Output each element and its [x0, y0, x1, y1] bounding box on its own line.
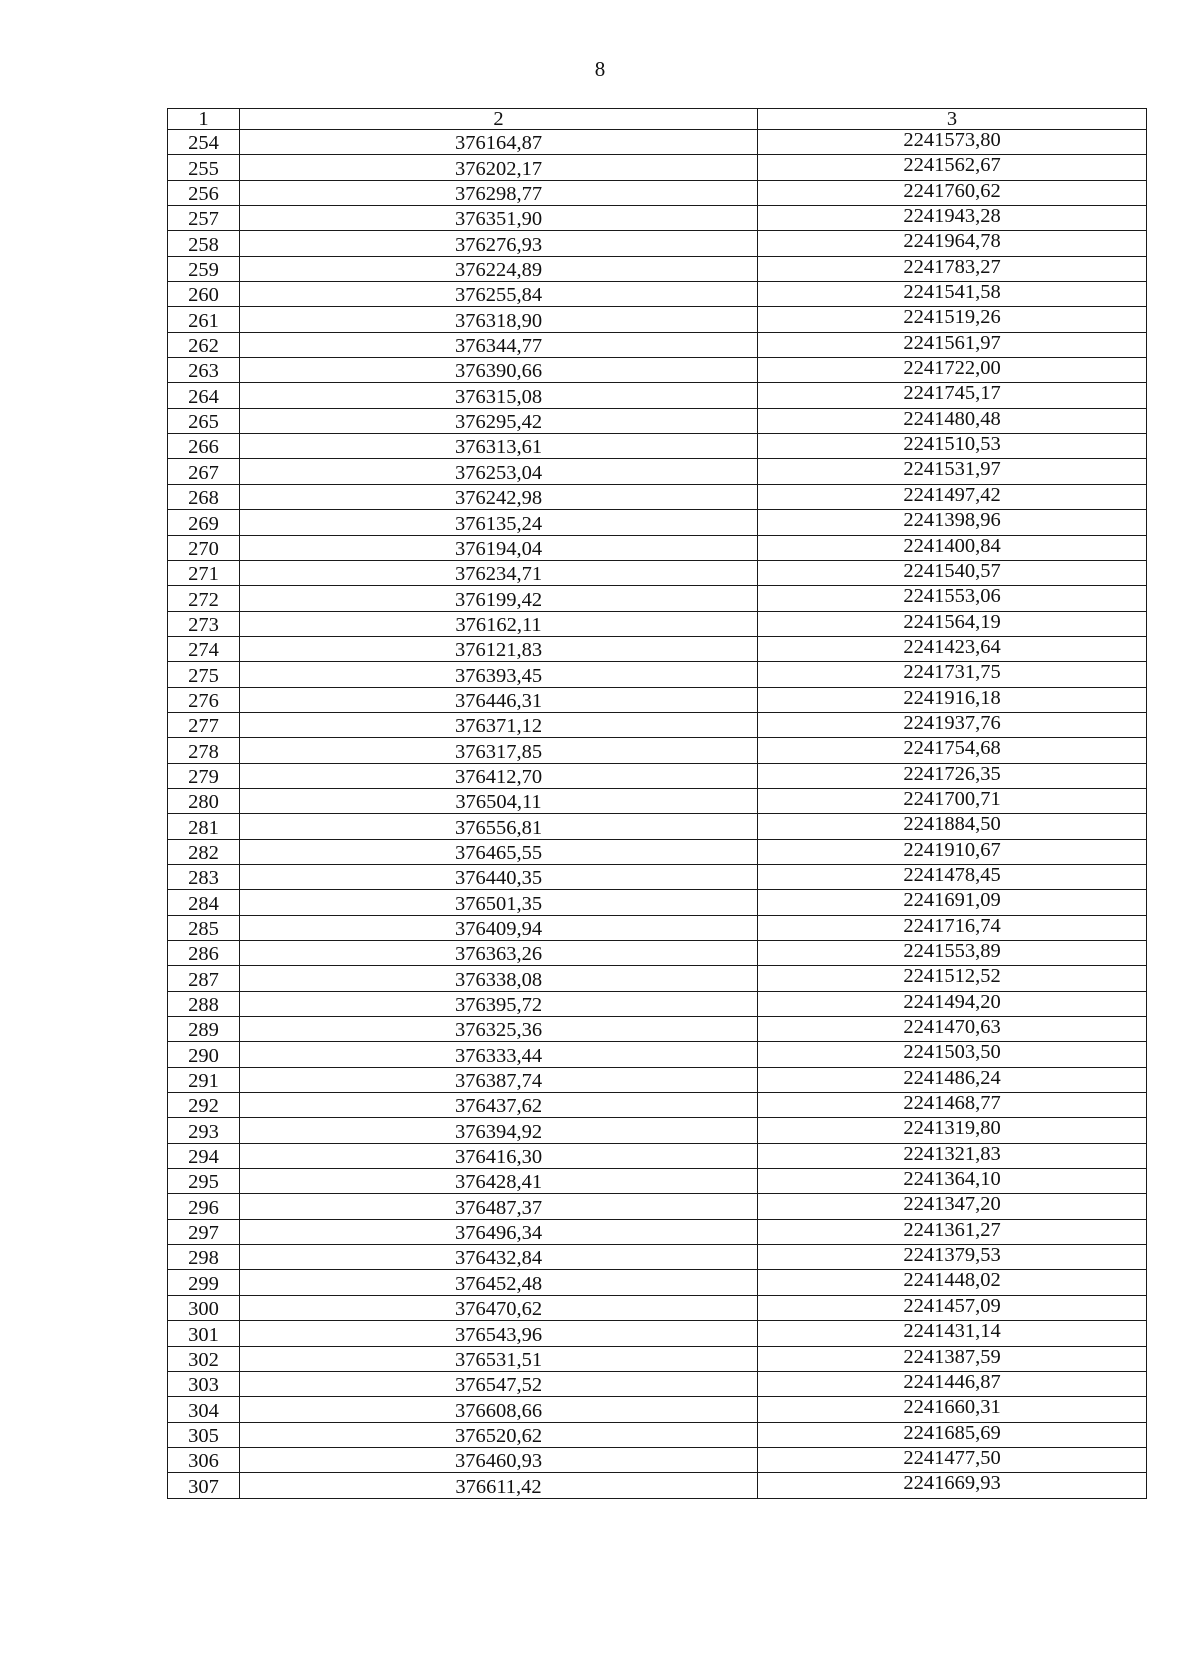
point-number-cell: 278	[168, 738, 240, 763]
point-number-cell: 260	[168, 282, 240, 307]
table-row	[168, 1017, 1147, 1042]
point-number-cell: 292	[168, 1093, 240, 1118]
point-number-cell: 267	[168, 459, 240, 484]
y-coordinate-cell: 2241321,83	[758, 1143, 1147, 1168]
x-coordinate-cell: 376242,98	[240, 484, 758, 509]
y-coordinate-cell: 2241387,59	[758, 1346, 1147, 1371]
table-row	[168, 1093, 1147, 1118]
table-row	[168, 738, 1147, 763]
page-number: 8	[594, 57, 606, 81]
point-number-cell: 259	[168, 256, 240, 281]
point-number-cell: 269	[168, 510, 240, 535]
y-coordinate-cell: 2241470,63	[758, 1017, 1147, 1042]
table-row	[168, 282, 1147, 307]
point-number-cell: 293	[168, 1118, 240, 1143]
table-row	[168, 256, 1147, 281]
point-number-cell: 305	[168, 1422, 240, 1447]
point-number-cell: 277	[168, 712, 240, 737]
point-number-cell: 289	[168, 1017, 240, 1042]
x-coordinate-cell: 376363,26	[240, 941, 758, 966]
point-number-cell: 255	[168, 155, 240, 180]
table-row	[168, 1245, 1147, 1270]
point-number-cell: 298	[168, 1245, 240, 1270]
point-number-cell: 299	[168, 1270, 240, 1295]
table-row	[168, 383, 1147, 408]
x-coordinate-cell: 376164,87	[240, 130, 758, 155]
point-number-cell: 285	[168, 915, 240, 940]
point-number-cell: 276	[168, 687, 240, 712]
point-number-cell: 287	[168, 966, 240, 991]
x-coordinate-cell: 376460,93	[240, 1447, 758, 1472]
table-row	[168, 1219, 1147, 1244]
point-number-cell: 284	[168, 890, 240, 915]
y-coordinate-cell: 2241510,53	[758, 434, 1147, 459]
y-coordinate-cell: 2241347,20	[758, 1194, 1147, 1219]
y-coordinate-cell: 2241716,74	[758, 915, 1147, 940]
x-coordinate-cell: 376556,81	[240, 814, 758, 839]
y-coordinate-cell: 2241685,69	[758, 1422, 1147, 1447]
point-number-cell: 303	[168, 1371, 240, 1396]
column-header-1: 1	[168, 109, 240, 130]
table-row	[168, 332, 1147, 357]
y-coordinate-cell: 2241398,96	[758, 510, 1147, 535]
x-coordinate-cell: 376295,42	[240, 408, 758, 433]
x-coordinate-cell: 376224,89	[240, 256, 758, 281]
y-coordinate-cell: 2241457,09	[758, 1295, 1147, 1320]
x-coordinate-cell: 376315,08	[240, 383, 758, 408]
point-number-cell: 279	[168, 763, 240, 788]
point-number-cell: 283	[168, 864, 240, 889]
y-coordinate-cell: 2241446,87	[758, 1371, 1147, 1396]
table-row	[168, 941, 1147, 966]
x-coordinate-cell: 376255,84	[240, 282, 758, 307]
x-coordinate-cell: 376162,11	[240, 611, 758, 636]
point-number-cell: 264	[168, 383, 240, 408]
x-coordinate-cell: 376344,77	[240, 332, 758, 357]
y-coordinate-cell: 2241319,80	[758, 1118, 1147, 1143]
y-coordinate-cell: 2241561,97	[758, 332, 1147, 357]
y-coordinate-cell: 2241478,45	[758, 864, 1147, 889]
y-coordinate-cell: 2241884,50	[758, 814, 1147, 839]
x-coordinate-cell: 376390,66	[240, 358, 758, 383]
x-coordinate-cell: 376446,31	[240, 687, 758, 712]
table-row	[168, 864, 1147, 889]
y-coordinate-cell: 2241964,78	[758, 231, 1147, 256]
y-coordinate-cell: 2241562,67	[758, 155, 1147, 180]
point-number-cell: 263	[168, 358, 240, 383]
table-row	[168, 1422, 1147, 1447]
y-coordinate-cell: 2241540,57	[758, 560, 1147, 585]
table-row	[168, 966, 1147, 991]
table-row	[168, 231, 1147, 256]
x-coordinate-cell: 376325,36	[240, 1017, 758, 1042]
table-row	[168, 1042, 1147, 1067]
x-coordinate-cell: 376313,61	[240, 434, 758, 459]
x-coordinate-cell: 376543,96	[240, 1321, 758, 1346]
table-row	[168, 155, 1147, 180]
x-coordinate-cell: 376394,92	[240, 1118, 758, 1143]
y-coordinate-cell: 2241691,09	[758, 890, 1147, 915]
y-coordinate-cell: 2241541,58	[758, 282, 1147, 307]
table-row	[168, 662, 1147, 687]
table-row	[168, 1067, 1147, 1092]
x-coordinate-cell: 376428,41	[240, 1169, 758, 1194]
x-coordinate-cell: 376395,72	[240, 991, 758, 1016]
point-number-cell: 272	[168, 586, 240, 611]
point-number-cell: 288	[168, 991, 240, 1016]
x-coordinate-cell: 376504,11	[240, 788, 758, 813]
table-row	[168, 560, 1147, 585]
point-number-cell: 274	[168, 636, 240, 661]
y-coordinate-cell: 2241937,76	[758, 712, 1147, 737]
y-coordinate-cell: 2241660,31	[758, 1397, 1147, 1422]
y-coordinate-cell: 2241783,27	[758, 256, 1147, 281]
table-row	[168, 915, 1147, 940]
table-row	[168, 1371, 1147, 1396]
y-coordinate-cell: 2241916,18	[758, 687, 1147, 712]
y-coordinate-cell: 2241531,97	[758, 459, 1147, 484]
y-coordinate-cell: 2241486,24	[758, 1067, 1147, 1092]
table-row	[168, 180, 1147, 205]
y-coordinate-cell: 2241400,84	[758, 535, 1147, 560]
point-number-cell: 307	[168, 1473, 240, 1498]
table-row	[168, 839, 1147, 864]
column-header-3: 3	[758, 109, 1147, 130]
point-number-cell: 257	[168, 206, 240, 231]
point-number-cell: 280	[168, 788, 240, 813]
x-coordinate-cell: 376371,12	[240, 712, 758, 737]
point-number-cell: 254	[168, 130, 240, 155]
point-number-cell: 281	[168, 814, 240, 839]
point-number-cell: 294	[168, 1143, 240, 1168]
x-coordinate-cell: 376440,35	[240, 864, 758, 889]
y-coordinate-cell: 2241722,00	[758, 358, 1147, 383]
x-coordinate-cell: 376496,34	[240, 1219, 758, 1244]
table-row	[168, 586, 1147, 611]
x-coordinate-cell: 376409,94	[240, 915, 758, 940]
table-row	[168, 535, 1147, 560]
y-coordinate-cell: 2241726,35	[758, 763, 1147, 788]
x-coordinate-cell: 376276,93	[240, 231, 758, 256]
point-number-cell: 296	[168, 1194, 240, 1219]
table-row	[168, 1118, 1147, 1143]
table-row	[168, 510, 1147, 535]
table-row	[168, 484, 1147, 509]
y-coordinate-cell: 2241669,93	[758, 1473, 1147, 1498]
x-coordinate-cell: 376333,44	[240, 1042, 758, 1067]
x-coordinate-cell: 376338,08	[240, 966, 758, 991]
table-row	[168, 459, 1147, 484]
x-coordinate-cell: 376393,45	[240, 662, 758, 687]
x-coordinate-cell: 376520,62	[240, 1422, 758, 1447]
table-row	[168, 434, 1147, 459]
table-row	[168, 890, 1147, 915]
y-coordinate-cell: 2241519,26	[758, 307, 1147, 332]
x-coordinate-cell: 376470,62	[240, 1295, 758, 1320]
point-number-cell: 304	[168, 1397, 240, 1422]
point-number-cell: 295	[168, 1169, 240, 1194]
x-coordinate-cell: 376298,77	[240, 180, 758, 205]
point-number-cell: 302	[168, 1346, 240, 1371]
x-coordinate-cell: 376437,62	[240, 1093, 758, 1118]
x-coordinate-cell: 376432,84	[240, 1245, 758, 1270]
x-coordinate-cell: 376531,51	[240, 1346, 758, 1371]
table-row	[168, 687, 1147, 712]
y-coordinate-cell: 2241477,50	[758, 1447, 1147, 1472]
point-number-cell: 266	[168, 434, 240, 459]
y-coordinate-cell: 2241503,50	[758, 1042, 1147, 1067]
y-coordinate-cell: 2241494,20	[758, 991, 1147, 1016]
y-coordinate-cell: 2241364,10	[758, 1169, 1147, 1194]
x-coordinate-cell: 376608,66	[240, 1397, 758, 1422]
y-coordinate-cell: 2241553,06	[758, 586, 1147, 611]
table-row	[168, 712, 1147, 737]
x-coordinate-cell: 376487,37	[240, 1194, 758, 1219]
y-coordinate-cell: 2241468,77	[758, 1093, 1147, 1118]
table-row	[168, 130, 1147, 155]
y-coordinate-cell: 2241943,28	[758, 206, 1147, 231]
table-row	[168, 1194, 1147, 1219]
point-number-cell: 268	[168, 484, 240, 509]
point-number-cell: 286	[168, 941, 240, 966]
x-coordinate-cell: 376135,24	[240, 510, 758, 535]
x-coordinate-cell: 376416,30	[240, 1143, 758, 1168]
y-coordinate-cell: 2241910,67	[758, 839, 1147, 864]
x-coordinate-cell: 376253,04	[240, 459, 758, 484]
point-number-cell: 282	[168, 839, 240, 864]
point-number-cell: 271	[168, 560, 240, 585]
x-coordinate-cell: 376351,90	[240, 206, 758, 231]
x-coordinate-cell: 376202,17	[240, 155, 758, 180]
x-coordinate-cell: 376611,42	[240, 1473, 758, 1498]
table-row	[168, 814, 1147, 839]
point-number-cell: 262	[168, 332, 240, 357]
point-number-cell: 265	[168, 408, 240, 433]
point-number-cell: 301	[168, 1321, 240, 1346]
table-row	[168, 1397, 1147, 1422]
y-coordinate-cell: 2241480,48	[758, 408, 1147, 433]
point-number-cell: 273	[168, 611, 240, 636]
point-number-cell: 261	[168, 307, 240, 332]
point-number-cell: 297	[168, 1219, 240, 1244]
table-row	[168, 358, 1147, 383]
table-row	[168, 1270, 1147, 1295]
y-coordinate-cell: 2241760,62	[758, 180, 1147, 205]
table-row	[168, 307, 1147, 332]
y-coordinate-cell: 2241448,02	[758, 1270, 1147, 1295]
x-coordinate-cell: 376318,90	[240, 307, 758, 332]
x-coordinate-cell: 376452,48	[240, 1270, 758, 1295]
y-coordinate-cell: 2241573,80	[758, 130, 1147, 155]
y-coordinate-cell: 2241745,17	[758, 383, 1147, 408]
x-coordinate-cell: 376412,70	[240, 763, 758, 788]
table-row	[168, 788, 1147, 813]
table-row	[168, 408, 1147, 433]
y-coordinate-cell: 2241512,52	[758, 966, 1147, 991]
x-coordinate-cell: 376547,52	[240, 1371, 758, 1396]
y-coordinate-cell: 2241379,53	[758, 1245, 1147, 1270]
table-row	[168, 991, 1147, 1016]
y-coordinate-cell: 2241423,64	[758, 636, 1147, 661]
x-coordinate-cell: 376199,42	[240, 586, 758, 611]
table-row	[168, 206, 1147, 231]
point-number-cell: 275	[168, 662, 240, 687]
y-coordinate-cell: 2241497,42	[758, 484, 1147, 509]
table-row	[168, 636, 1147, 661]
table-row	[168, 1169, 1147, 1194]
coordinates-table	[167, 108, 1147, 1499]
table-row	[168, 1321, 1147, 1346]
y-coordinate-cell: 2241431,14	[758, 1321, 1147, 1346]
x-coordinate-cell: 376121,83	[240, 636, 758, 661]
y-coordinate-cell: 2241731,75	[758, 662, 1147, 687]
table-row	[168, 1143, 1147, 1168]
table-row	[168, 1447, 1147, 1472]
x-coordinate-cell: 376194,04	[240, 535, 758, 560]
table-row	[168, 763, 1147, 788]
column-header-2: 2	[240, 109, 758, 130]
y-coordinate-cell: 2241564,19	[758, 611, 1147, 636]
y-coordinate-cell: 2241361,27	[758, 1219, 1147, 1244]
x-coordinate-cell: 376387,74	[240, 1067, 758, 1092]
table-body	[168, 130, 1147, 1499]
x-coordinate-cell: 376234,71	[240, 560, 758, 585]
point-number-cell: 290	[168, 1042, 240, 1067]
header-row	[168, 109, 1147, 130]
table-row	[168, 611, 1147, 636]
y-coordinate-cell: 2241553,89	[758, 941, 1147, 966]
point-number-cell: 306	[168, 1447, 240, 1472]
table-row	[168, 1473, 1147, 1498]
point-number-cell: 258	[168, 231, 240, 256]
y-coordinate-cell: 2241700,71	[758, 788, 1147, 813]
point-number-cell: 256	[168, 180, 240, 205]
table-header	[168, 109, 1147, 130]
x-coordinate-cell: 376501,35	[240, 890, 758, 915]
x-coordinate-cell: 376465,55	[240, 839, 758, 864]
table-row	[168, 1295, 1147, 1320]
point-number-cell: 300	[168, 1295, 240, 1320]
table-row	[168, 1346, 1147, 1371]
y-coordinate-cell: 2241754,68	[758, 738, 1147, 763]
point-number-cell: 270	[168, 535, 240, 560]
x-coordinate-cell: 376317,85	[240, 738, 758, 763]
point-number-cell: 291	[168, 1067, 240, 1092]
